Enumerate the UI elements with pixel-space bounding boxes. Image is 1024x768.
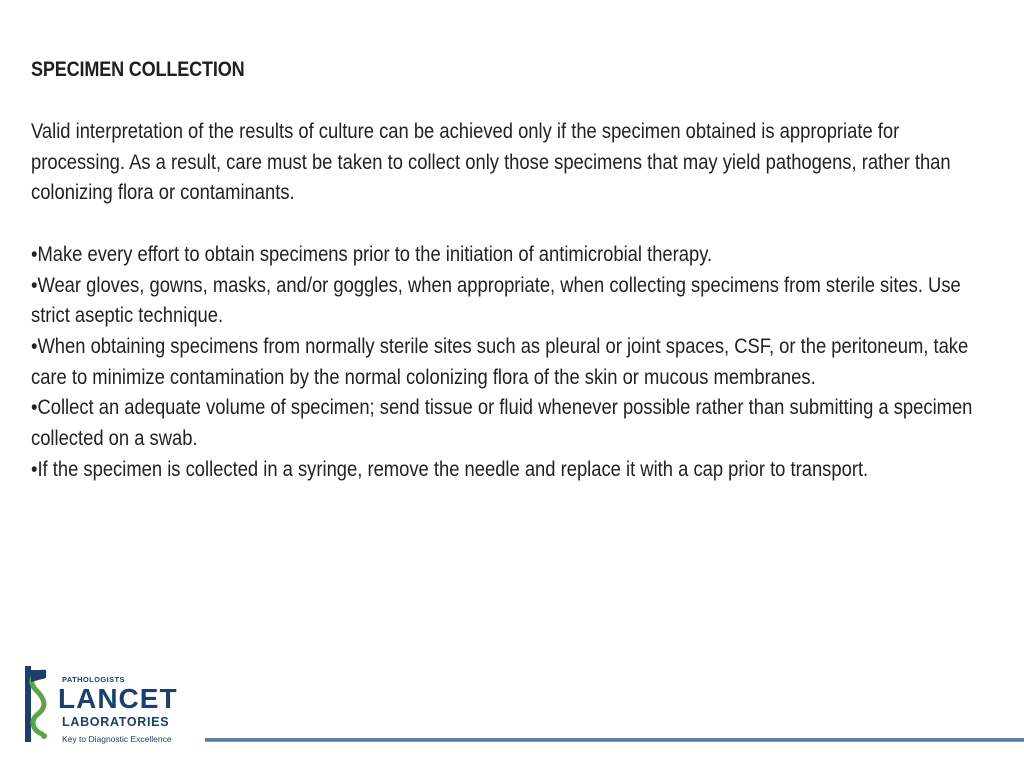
slide-body xyxy=(31,116,976,484)
bullet-item xyxy=(31,270,976,331)
logo-pathologists-text: PATHOLOGISTS xyxy=(62,675,125,684)
bullet-text: Wear gloves, gowns, masks, and/or goggles, when appropriate, when collecting specimens from sterile sites. Use strict aseptic technique. xyxy=(31,272,961,328)
bullet-text: If the specimen is collected in a syringe, remove the needle and replace it with a cap prior to transport. xyxy=(37,456,869,481)
bullet-text: Collect an adequate volume of specimen; send tissue or fluid whenever possible rather than submitting a specimen collected on a swab. xyxy=(31,395,973,451)
logo-laboratories-text: LABORATORIES xyxy=(62,715,170,729)
footer-divider xyxy=(205,738,1024,742)
bullet-item xyxy=(31,331,976,392)
bullet-item xyxy=(31,454,976,485)
bullet-text: Make every effort to obtain specimens prior to the initiation of antimicrobial therapy. xyxy=(37,241,713,266)
lancet-caduceus-icon xyxy=(22,664,52,744)
bullet-text: When obtaining specimens from normally sterile sites such as pleural or joint spaces, CSF, or the peritoneum, take care to minimize contamination by the normal colonizing flora of the skin or mucous membranes. xyxy=(31,333,969,389)
slide-footer xyxy=(0,650,1024,768)
logo-tagline-text: Key to Diagnostic Excellence xyxy=(62,734,172,744)
slide-title: SPECIMEN COLLECTION xyxy=(31,58,245,81)
intro-paragraph: Valid interpretation of the results of culture can be achieved only if the specimen obtained is appropriate for processing. As a result, care must be taken to collect only those specimens that may yield pathogens, rather than colonizing flora or contaminants. xyxy=(31,119,951,205)
lancet-logo xyxy=(22,664,192,748)
bullet-item xyxy=(31,239,976,270)
logo-name-text: LANCET xyxy=(58,683,178,714)
bullet-item xyxy=(31,392,976,453)
